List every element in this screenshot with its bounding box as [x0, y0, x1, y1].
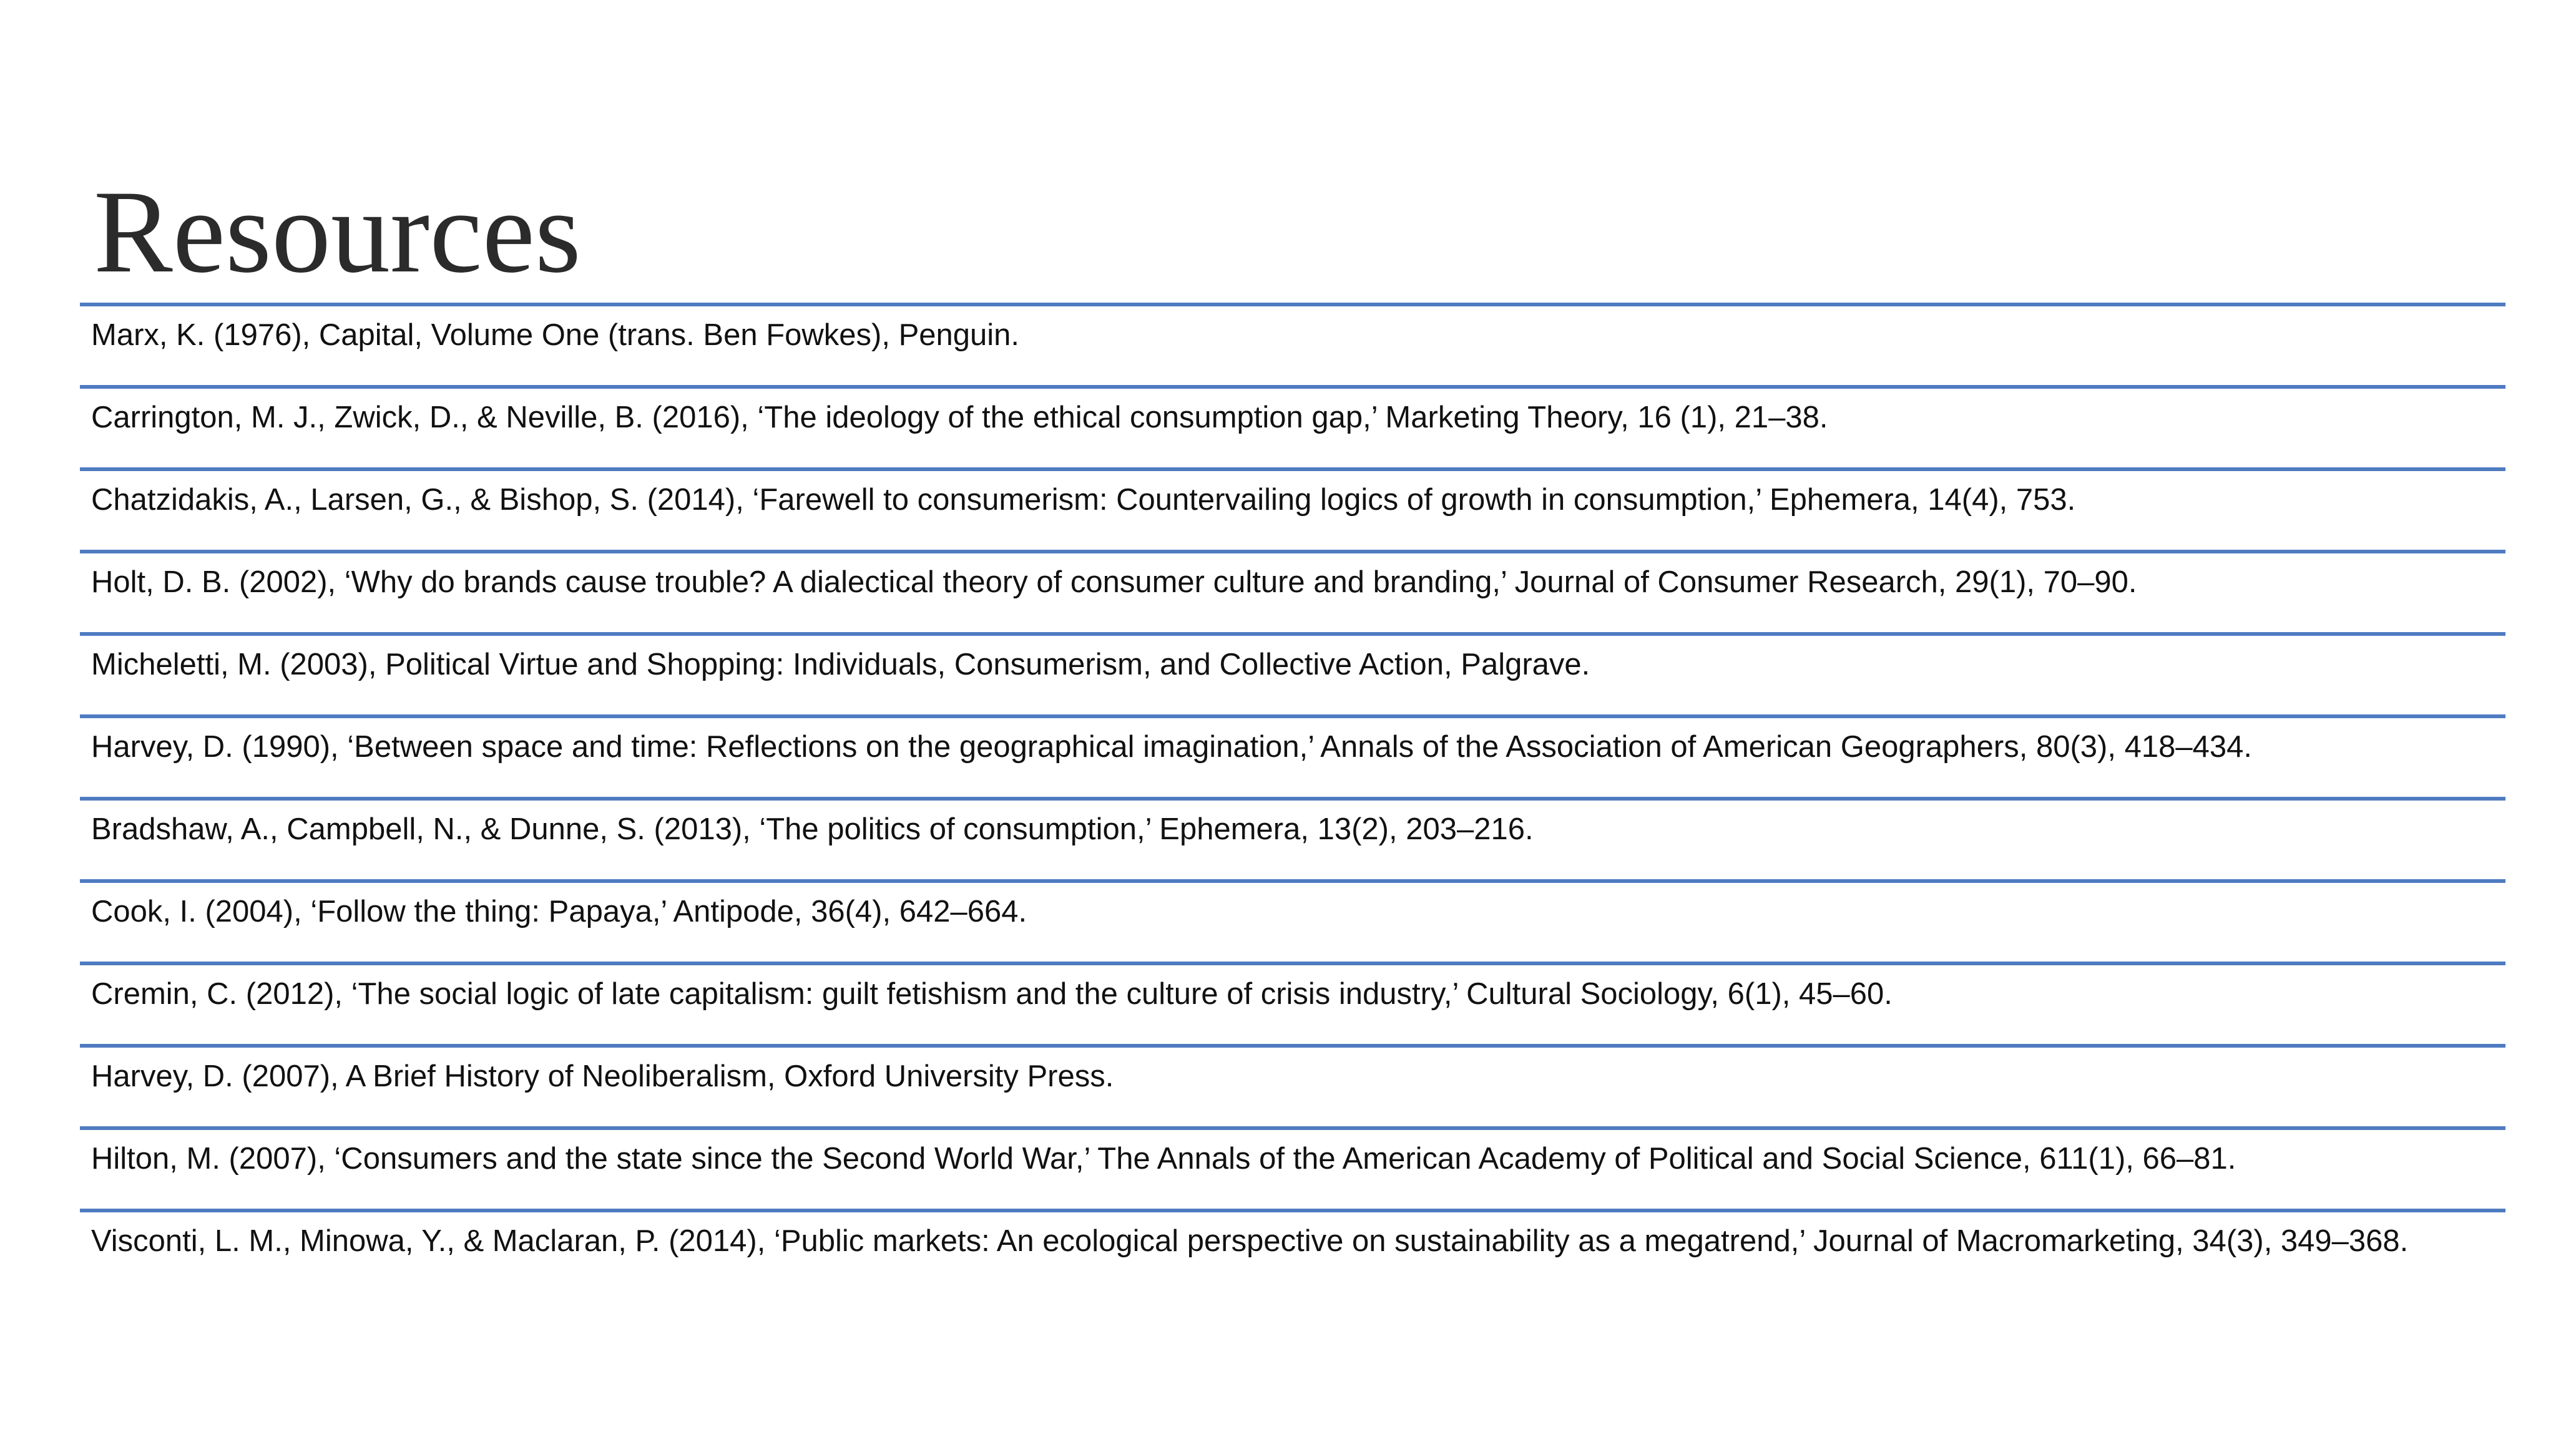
reference-item: Bradshaw, A., Campbell, N., & Dunne, S. (2013), ‘The politics of consumption,’ Ephemera, 13(2), 203–216. [80, 797, 2505, 879]
reference-item: Cook, I. (2004), ‘Follow the thing: Papaya,’ Antipode, 36(4), 642–664. [80, 879, 2505, 962]
reference-item: Harvey, D. (2007), A Brief History of Neoliberalism, Oxford University Press. [80, 1044, 2505, 1126]
reference-item: Carrington, M. J., Zwick, D., & Neville, B. (2016), ‘The ideology of the ethical consumption gap,’ Marketing Theory, 16 (1), 21–38. [80, 385, 2505, 467]
slide-title: Resources [94, 167, 581, 298]
reference-item: Micheletti, M. (2003), Political Virtue and Shopping: Individuals, Consumerism, and Collective Action, Palgrave. [80, 632, 2505, 714]
reference-item: Visconti, L. M., Minowa, Y., & Maclaran, P. (2014), ‘Public markets: An ecological perspective on sustainability as a megatrend,’ Journal of Macromarketing, 34(3), 349–368. [80, 1209, 2505, 1291]
reference-item: Chatzidakis, A., Larsen, G., & Bishop, S. (2014), ‘Farewell to consumerism: Countervailing logics of growth in consumption,’ Ephemera, 14(4), 753. [80, 467, 2505, 550]
reference-item: Holt, D. B. (2002), ‘Why do brands cause trouble? A dialectical theory of consumer culture and branding,’ Journal of Consumer Research, 29(1), 70–90. [80, 550, 2505, 632]
reference-item: Marx, K. (1976), Capital, Volume One (trans. Ben Fowkes), Penguin. [80, 303, 2505, 385]
reference-list [80, 303, 2505, 1291]
reference-item: Cremin, C. (2012), ‘The social logic of late capitalism: guilt fetishism and the culture of crisis industry,’ Cultural Sociology, 6(1), 45–60. [80, 962, 2505, 1044]
reference-item: Hilton, M. (2007), ‘Consumers and the state since the Second World War,’ The Annals of the American Academy of Political and Social Science, 611(1), 66–81. [80, 1126, 2505, 1209]
reference-item: Harvey, D. (1990), ‘Between space and time: Reflections on the geographical imagination,’ Annals of the Association of American Geographers, 80(3), 418–434. [80, 714, 2505, 797]
